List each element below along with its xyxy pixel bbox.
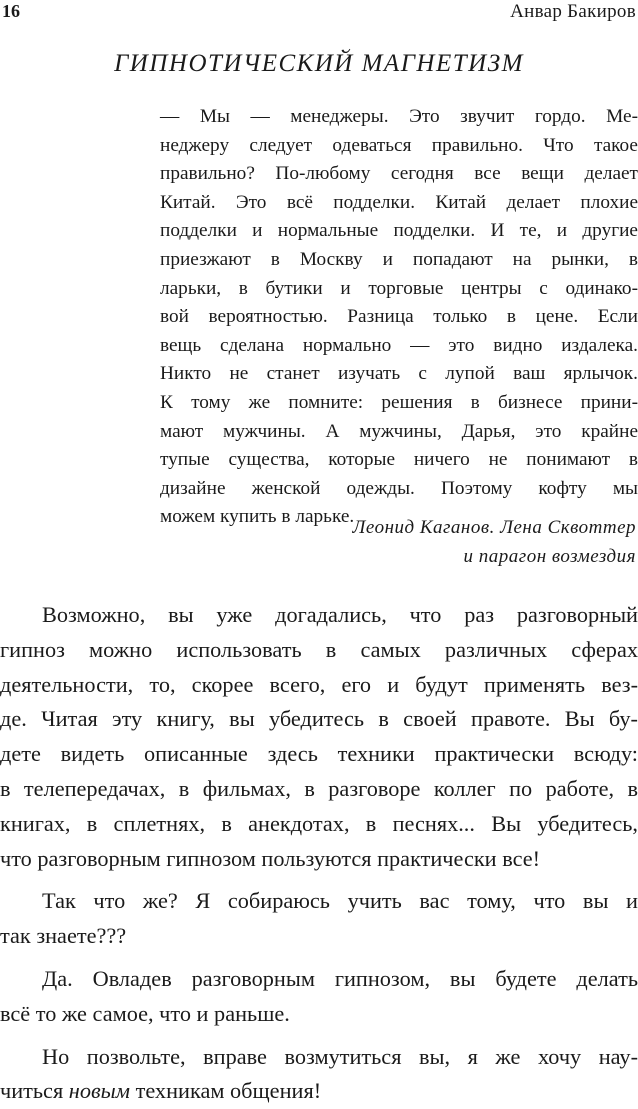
paragraph-line: так знаете??? bbox=[0, 923, 127, 949]
epigraph-line: К тому же помните: решения в бизнесе прини- bbox=[160, 391, 638, 413]
paragraph-line: Возможно, вы уже догадались, что раз разговорный bbox=[42, 602, 638, 627]
paragraph-line: что разговорным гипнозом пользуются практически все! bbox=[0, 845, 541, 871]
text-run: техникам общения! bbox=[130, 1078, 322, 1104]
paragraph-line: Да. Овладев разговорным гипнозом, вы будете делать bbox=[42, 965, 638, 991]
body-text bbox=[0, 598, 638, 1109]
paragraph-gap bbox=[0, 876, 638, 884]
epigraph-attribution bbox=[353, 513, 636, 571]
epigraph-line: правильно? По-любому сегодня все вещи делает bbox=[160, 163, 638, 185]
epigraph-line: ларьки, в бутики и торговые центры с одинако- bbox=[160, 277, 638, 299]
paragraph-line: де. Читая эту книгу, вы убедитесь в своей правоте. Вы бу- bbox=[0, 706, 638, 732]
chapter-title: ГИПНОТИЧЕСКИЙ МАГНЕТИЗМ bbox=[114, 50, 524, 77]
paragraph-line: Так что же? Я собираюсь учить вас тому, что вы и bbox=[42, 888, 638, 914]
epigraph-line: дизайне женской одежды. Поэтому кофту мы bbox=[160, 477, 638, 499]
attribution-line: и парагон возмездия bbox=[463, 546, 636, 567]
paragraph-line: в телепередачах, в фильмах, в разговоре коллег по работе, в bbox=[0, 775, 638, 801]
epigraph-line: вой вероятностью. Разница только в цене. Если bbox=[160, 306, 638, 328]
epigraph-line: неджеру следует одеваться правильно. Что такое bbox=[160, 134, 638, 156]
attribution-line: Леонид Каганов. Лена Сквоттер bbox=[352, 517, 636, 538]
epigraph-line: приезжают в Москву и попадают на рынки, в bbox=[160, 248, 638, 270]
epigraph bbox=[160, 103, 638, 532]
paragraph-gap bbox=[0, 954, 638, 962]
emphasis-word: новым bbox=[68, 1078, 131, 1104]
running-head-author: Анвар Бакиров bbox=[510, 1, 636, 22]
paragraph-line: деятельности, то, скорее всего, его и будут применять вез- bbox=[0, 671, 638, 697]
text-run: читься bbox=[0, 1078, 69, 1104]
paragraph-line: гипноз можно использовать в самых различных сферах bbox=[0, 636, 638, 662]
epigraph-line: вещь сделана нормально — это видно издалека. bbox=[160, 334, 638, 356]
epigraph-line: — Мы — менеджеры. Это звучит гордо. Ме- bbox=[160, 106, 638, 127]
epigraph-line: можем купить в ларьке. bbox=[160, 506, 355, 528]
epigraph-line: подделки и нормальные подделки. И те, и другие bbox=[160, 220, 638, 242]
paragraph-line bbox=[0, 1074, 638, 1109]
paragraph-line: Но позвольте, вправе возмутиться вы, я же хочу нау- bbox=[42, 1043, 638, 1069]
paragraph-gap bbox=[0, 1032, 638, 1040]
epigraph-line: мают мужчины. А мужчины, Дарья, это крайне bbox=[160, 420, 638, 442]
paragraph-line: дете видеть описанные здесь техники практически всюду: bbox=[0, 741, 638, 767]
epigraph-line: Китай. Это всё подделки. Китай делает плохие bbox=[160, 191, 638, 213]
paragraph-line: книгах, в сплетнях, в анекдотах, в песнях... Вы убедитесь, bbox=[0, 810, 638, 836]
paragraph-line: всё то же самое, что и раньше. bbox=[0, 1000, 290, 1026]
page-number: 16 bbox=[2, 1, 20, 21]
epigraph-line: Никто не станет изучать с лупой ваш ярлычок. bbox=[160, 363, 638, 385]
epigraph-line: тупые существа, которые ничего не понимают в bbox=[160, 449, 638, 471]
